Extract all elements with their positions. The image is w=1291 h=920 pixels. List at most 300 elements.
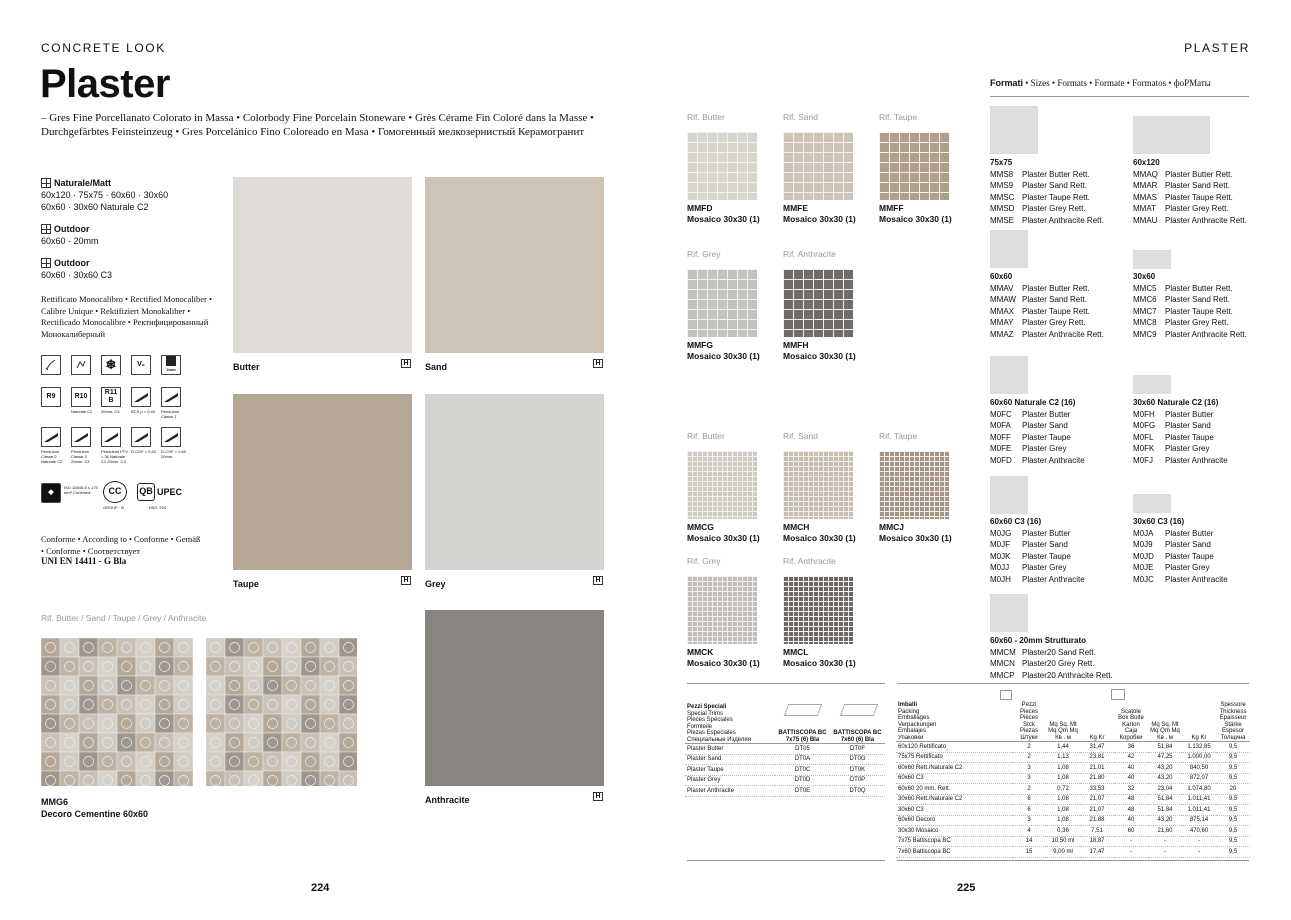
mosaic-code: MMCJ xyxy=(879,522,905,532)
format-item xyxy=(990,409,1085,420)
decor-cell xyxy=(263,752,282,771)
format-size: 60x60 Naturale C2 (16) xyxy=(990,398,1076,407)
section-header: CONCRETE LOOK xyxy=(41,41,166,55)
format-item xyxy=(990,443,1085,454)
format-item xyxy=(1133,306,1247,317)
table-cell: - xyxy=(1182,836,1216,847)
format-desc: Plaster Butter Rett. xyxy=(1022,170,1090,179)
format-desc: Plaster Anthracite xyxy=(1165,574,1228,584)
table-row xyxy=(896,752,1250,763)
formats-heading xyxy=(990,78,1211,88)
mosaic-swatch-mmfe xyxy=(783,132,853,200)
decor-code: MMG6 xyxy=(41,797,68,807)
format-code: MMCN xyxy=(990,659,1015,669)
format-sample xyxy=(990,106,1038,154)
format-item xyxy=(990,283,1104,294)
table-cell: 23,81 xyxy=(1080,752,1114,763)
technical-icons xyxy=(41,355,191,515)
format-code: MMC9 xyxy=(1133,329,1157,339)
format-item xyxy=(990,317,1104,328)
decor-tile-2 xyxy=(206,638,357,786)
mosaic-label xyxy=(879,203,952,225)
decor-cell xyxy=(117,657,136,676)
format-size: 60x60 C3 (16) xyxy=(990,517,1042,526)
chemical-resistance-icon xyxy=(71,355,91,375)
table-cell: 33,53 xyxy=(1080,784,1114,795)
spec-title xyxy=(41,177,168,189)
format-code: M0JE xyxy=(1133,563,1154,573)
format-size: 60x120 xyxy=(1133,158,1160,167)
formats-title: Formati xyxy=(990,78,1024,88)
format-code: MMAR xyxy=(1133,181,1158,191)
format-list xyxy=(990,283,1104,340)
packing-rule-top xyxy=(897,683,1249,684)
decor-cell xyxy=(339,714,357,733)
mosaic-swatch-mmck xyxy=(687,576,757,644)
table-cell: 15 xyxy=(1012,847,1046,858)
table-cell: 60x120 Rettificato xyxy=(896,742,1012,753)
special-col-header: BATTISCOPA BC 7x75 (6) Bla xyxy=(775,704,830,744)
packing-header-line: Упаковки xyxy=(898,734,924,741)
stain-resistance-icon xyxy=(41,355,61,375)
mosaic-label xyxy=(783,203,856,225)
decor-cell xyxy=(41,771,60,786)
format-code: M0FJ xyxy=(1133,455,1153,465)
decor-cell xyxy=(339,638,357,657)
format-desc: Plaster Grey Rett. xyxy=(1165,204,1229,214)
decor-cell xyxy=(282,638,301,657)
table-cell: 21,88 xyxy=(1080,815,1114,826)
format-code: MMCP xyxy=(990,670,1015,680)
decor-cell xyxy=(155,638,174,657)
decor-cell xyxy=(244,657,263,676)
decor-cell xyxy=(98,771,117,786)
format-item xyxy=(990,574,1085,585)
format-list xyxy=(990,528,1085,585)
decor-cell xyxy=(339,752,357,771)
format-item xyxy=(1133,203,1247,214)
table-cell: 18,87 xyxy=(1080,836,1114,847)
table-row xyxy=(685,744,885,755)
format-list xyxy=(990,169,1104,226)
table-cell: 0,36 xyxy=(1046,826,1080,837)
iso-icon: ◆ xyxy=(41,483,61,503)
format-item xyxy=(990,455,1085,466)
format-desc: Plaster Grey xyxy=(1165,563,1210,573)
decor-cell xyxy=(136,676,155,695)
upec-caption: PAG. 204 xyxy=(149,505,167,510)
tile-swatch-taupe xyxy=(233,394,412,570)
format-item xyxy=(990,192,1104,203)
mosaic-reference: Rif. Anthracite xyxy=(783,249,836,259)
table-row xyxy=(896,836,1250,847)
format-desc: Plaster20 Grey Rett. xyxy=(1022,659,1095,669)
decor-cell xyxy=(60,657,79,676)
mosaic-reference: Rif. Sand xyxy=(783,112,818,122)
format-code: M0J9 xyxy=(1133,540,1153,550)
format-item xyxy=(1133,551,1228,562)
mosaic-code: MMCH xyxy=(783,522,810,532)
decor-cell xyxy=(174,752,193,771)
table-row xyxy=(685,765,885,776)
format-code: M0FC xyxy=(990,410,1012,419)
format-code: MMSC xyxy=(990,192,1015,202)
table-cell: 40 xyxy=(1114,763,1148,774)
table-cell: 840,50 xyxy=(1182,763,1216,774)
table-cell: 2 xyxy=(1012,752,1046,763)
format-item xyxy=(1133,574,1228,585)
table-cell: 30x30 Mosaico xyxy=(896,826,1012,837)
format-item xyxy=(1133,562,1228,573)
decor-cell xyxy=(225,638,244,657)
thickness-label: 2mm xyxy=(166,367,176,372)
decor-pattern-2 xyxy=(206,638,357,786)
decor-cell xyxy=(60,733,79,752)
pieces-icon xyxy=(1000,690,1012,700)
format-desc: Plaster Sand Rett. xyxy=(1165,295,1230,305)
spec-title xyxy=(41,257,112,269)
format-list xyxy=(990,409,1085,466)
mosaic-reference: Rif. Grey xyxy=(687,249,721,259)
spec-line: 60x60 · 30x60 C3 xyxy=(41,270,113,280)
decor-cell xyxy=(282,714,301,733)
mosaic-code: MMCL xyxy=(783,647,809,657)
special-header-row xyxy=(685,704,885,744)
table-cell: 51,84 xyxy=(1148,794,1182,805)
format-item xyxy=(990,539,1085,550)
decor-cell xyxy=(263,676,282,695)
format-item xyxy=(990,562,1085,573)
decor-pattern-1 xyxy=(41,638,193,786)
format-code: M0FL xyxy=(1133,432,1154,442)
decor-cell xyxy=(339,733,357,752)
table-cell: 4 xyxy=(1012,826,1046,837)
format-sample xyxy=(990,230,1028,268)
decor-cell xyxy=(155,771,174,786)
table-cell: DT0D xyxy=(775,775,830,786)
mosaic-reference: Rif. Sand xyxy=(783,431,818,441)
decor-cell xyxy=(41,638,60,657)
table-cell: 1,08 xyxy=(1046,773,1080,784)
format-code: MMC7 xyxy=(1133,306,1157,316)
table-cell: 9,5 xyxy=(1216,752,1250,763)
decor-caption xyxy=(41,796,148,820)
packing-col-header: Mq Sq. Mt Mq Qm Mq Кв . м xyxy=(1148,702,1182,742)
ccc-caption: GROUP · B xyxy=(103,505,124,510)
table-cell: 9,5 xyxy=(1216,805,1250,816)
table-cell: 21,80 xyxy=(1080,773,1114,784)
decor-cell xyxy=(320,676,339,695)
mosaic-reference: Rif. Grey xyxy=(687,556,721,566)
tile-swatch-anthracite xyxy=(425,610,604,786)
decor-cell xyxy=(244,638,263,657)
format-list xyxy=(1133,528,1228,585)
decor-cell xyxy=(225,695,244,714)
format-item xyxy=(1133,420,1228,431)
format-desc: Plaster Sand xyxy=(1165,421,1211,431)
format-desc: Plaster Anthracite Rett. xyxy=(1022,329,1104,339)
special-header-line: Pièces Spéciales xyxy=(687,717,733,723)
decor-cell xyxy=(117,714,136,733)
table-cell: 7x75 Battiscopa BC xyxy=(896,836,1012,847)
decor-cell xyxy=(225,714,244,733)
format-desc: Plaster Butter xyxy=(1165,529,1214,538)
packing-header-line: Imballi xyxy=(898,702,918,708)
packing-header-row xyxy=(896,702,1250,742)
format-desc: Plaster Butter xyxy=(1022,410,1071,419)
spec-block xyxy=(41,223,99,247)
decor-cell xyxy=(263,733,282,752)
icon-caption: Pendulum Classe 1 xyxy=(161,409,180,419)
decor-cell xyxy=(225,752,244,771)
table-cell: 9,5 xyxy=(1216,826,1250,837)
format-item xyxy=(990,658,1113,669)
mosaic-label xyxy=(783,647,856,669)
decor-cell xyxy=(136,752,155,771)
decor-cell xyxy=(41,714,60,733)
table-cell: 60x60 20 mm. Rett. xyxy=(896,784,1012,795)
table-cell: 9,5 xyxy=(1216,815,1250,826)
spec-line: 60x60 · 30x60 Naturale C2 xyxy=(41,202,149,212)
table-cell: 875,14 xyxy=(1182,815,1216,826)
table-cell: DT0P xyxy=(830,775,885,786)
format-desc: Plaster Anthracite xyxy=(1165,455,1228,465)
decor-cell xyxy=(98,695,117,714)
format-desc: Plaster Grey Rett. xyxy=(1022,318,1086,328)
format-desc: Plaster Grey xyxy=(1165,444,1210,454)
mosaic-swatch-mmfh xyxy=(783,269,853,337)
decor-cell xyxy=(41,657,60,676)
product-subtitle: – Gres Fine Porcellanato Colorato in Massa • Colorbody Fine Porcelain Stoneware • Grès Cérame Fin Coloré dans la Masse • Durchgefärbtes Feinsteinzeug • Gres Porcelánico Fino Coloreado en Masa • Гомогенный мелкозернистый Керамогранит xyxy=(41,112,594,138)
table-row xyxy=(896,773,1250,784)
packing-header-label xyxy=(896,702,1012,742)
format-item xyxy=(990,180,1104,191)
decor-cell xyxy=(136,771,155,786)
decor-cell xyxy=(282,657,301,676)
mosaic-name: Mosaico 30x30 (1) xyxy=(783,351,856,361)
decor-cell xyxy=(98,714,117,733)
table-cell: Plaster Anthracite xyxy=(685,786,775,797)
mosaic-name: Mosaico 30x30 (1) xyxy=(879,214,952,224)
decor-cell xyxy=(155,714,174,733)
table-cell: 1.000,00 xyxy=(1182,752,1216,763)
format-desc: Plaster Anthracite Rett. xyxy=(1165,329,1247,339)
format-desc: Plaster Taupe Rett. xyxy=(1022,192,1090,202)
formats-rule xyxy=(990,96,1249,97)
decor-cell xyxy=(320,771,339,786)
decor-cell xyxy=(98,752,117,771)
decor-cell xyxy=(41,733,60,752)
decor-cell xyxy=(263,638,282,657)
decor-cell xyxy=(320,638,339,657)
packing-col-header: Scatole Box Boite Karton Caja Коробки xyxy=(1114,702,1148,742)
format-desc: Plaster Sand xyxy=(1022,421,1068,431)
mosaic-code: MMFF xyxy=(879,203,904,213)
mosaic-label xyxy=(687,522,760,544)
format-code: MMC6 xyxy=(1133,295,1157,305)
mosaic-name: Mosaico 30x30 (1) xyxy=(783,214,856,224)
mosaic-name: Mosaico 30x30 (1) xyxy=(687,214,760,224)
table-cell: DT0E xyxy=(775,786,830,797)
format-code: M0JC xyxy=(1133,574,1154,584)
pendulum-icon xyxy=(131,387,151,407)
table-cell: - xyxy=(1148,847,1182,858)
table-cell: 0,72 xyxy=(1046,784,1080,795)
table-cell: 36 xyxy=(1114,742,1148,753)
decor-cell xyxy=(244,695,263,714)
decor-reference: Rif. Butter / Sand / Taupe / Grey / Anthracite xyxy=(41,613,207,623)
format-desc: Plaster Butter xyxy=(1165,410,1214,419)
table-cell: 872,07 xyxy=(1182,773,1216,784)
table-row xyxy=(896,847,1250,858)
format-desc: Plaster Sand xyxy=(1165,540,1211,550)
decor-cell xyxy=(206,676,225,695)
decor-cell xyxy=(136,714,155,733)
table-row xyxy=(896,815,1250,826)
table-cell: - xyxy=(1148,836,1182,847)
format-code: M0FG xyxy=(1133,421,1156,431)
special-header-label xyxy=(685,704,775,744)
spec-block xyxy=(41,257,112,281)
box-icon xyxy=(1111,689,1125,700)
format-item xyxy=(1133,443,1228,454)
special-header-line: Special Trims xyxy=(687,710,724,717)
table-cell: 3 xyxy=(1012,773,1046,784)
format-sample xyxy=(990,594,1028,632)
table-cell: - xyxy=(1182,847,1216,858)
decor-cell xyxy=(320,714,339,733)
mosaic-code: MMFD xyxy=(687,203,713,213)
decor-cell xyxy=(98,733,117,752)
decor-cell xyxy=(60,771,79,786)
table-row xyxy=(896,784,1250,795)
format-desc: Plaster Butter Rett. xyxy=(1022,284,1090,293)
mosaic-swatch-mmfg xyxy=(687,269,757,337)
decor-cell xyxy=(79,695,98,714)
table-cell: 47,25 xyxy=(1148,752,1182,763)
mosaic-code: MMFH xyxy=(783,340,809,350)
ccc-logo-icon: CC xyxy=(103,481,127,503)
format-desc: Plaster Taupe Rett. xyxy=(1165,306,1233,316)
format-list xyxy=(1133,409,1228,466)
table-cell: 2 xyxy=(1012,742,1046,753)
decor-cell xyxy=(225,771,244,786)
decor-cell xyxy=(244,733,263,752)
format-list xyxy=(1133,169,1247,226)
h-badge: H xyxy=(593,359,603,368)
format-code: M0FH xyxy=(1133,410,1155,419)
table-cell: 470,60 xyxy=(1182,826,1216,837)
format-item xyxy=(1133,294,1247,305)
decor-cell xyxy=(41,695,60,714)
format-desc: Plaster Sand Rett. xyxy=(1022,181,1087,191)
format-code: MMSD xyxy=(990,204,1015,214)
slip-test-icon xyxy=(41,427,61,447)
table-cell: 21,07 xyxy=(1080,794,1114,805)
format-item xyxy=(1133,317,1247,328)
format-item xyxy=(1133,283,1247,294)
table-row xyxy=(896,742,1250,753)
format-desc: Plaster Grey xyxy=(1022,563,1067,573)
decor-cell xyxy=(174,714,193,733)
mosaic-reference: Rif. Anthracite xyxy=(783,556,836,566)
section-header-right: PLASTER xyxy=(1184,41,1250,55)
decor-cell xyxy=(225,657,244,676)
slip-test-icon xyxy=(71,427,91,447)
table-cell: 10,50 ml xyxy=(1046,836,1080,847)
decor-cell xyxy=(339,676,357,695)
format-desc: Plaster Grey Rett. xyxy=(1022,204,1086,214)
mosaic-name: Mosaico 30x30 (1) xyxy=(687,351,760,361)
decor-cell xyxy=(117,695,136,714)
decor-cell xyxy=(206,733,225,752)
format-code: M0JD xyxy=(1133,551,1154,561)
decor-cell xyxy=(98,676,117,695)
decor-cell xyxy=(244,771,263,786)
table-cell: 23,04 xyxy=(1148,784,1182,795)
decor-cell xyxy=(263,657,282,676)
mosaic-swatch-mmff xyxy=(879,132,949,200)
table-cell: 42 xyxy=(1114,752,1148,763)
format-code: MMAU xyxy=(1133,215,1158,225)
tile-name: Butter xyxy=(233,362,260,372)
decor-cell xyxy=(339,695,357,714)
format-desc: Plaster Sand Rett. xyxy=(1165,181,1230,191)
h-badge: H xyxy=(401,359,411,368)
table-cell: 31,47 xyxy=(1080,742,1114,753)
format-sample xyxy=(990,356,1028,394)
finish-icon xyxy=(41,178,51,188)
h-badge: H xyxy=(593,576,603,585)
table-cell: 32 xyxy=(1114,784,1148,795)
packing-header-line: Emballages xyxy=(898,715,930,721)
table-cell: 1,08 xyxy=(1046,805,1080,816)
decor-cell xyxy=(136,657,155,676)
decor-cell xyxy=(206,771,225,786)
format-sample xyxy=(1133,494,1171,513)
format-item xyxy=(1133,432,1228,443)
formats-subtitle: • Sizes • Formats • Formate • Formatos • фоРМаты xyxy=(1023,78,1211,88)
decor-cell xyxy=(282,771,301,786)
icon-caption: BCS µ > 0,40 xyxy=(131,409,155,414)
special-header-line: Специальные Изделия xyxy=(687,736,751,743)
iso-caption: ISO 10545-6 ≤ 175 mm³ Conforme xyxy=(64,485,98,495)
decor-cell xyxy=(79,733,98,752)
decor-cell xyxy=(79,657,98,676)
format-code: M0JH xyxy=(990,574,1011,584)
format-item xyxy=(1133,180,1247,191)
table-row xyxy=(896,794,1250,805)
table-cell: 43,20 xyxy=(1148,763,1182,774)
table-cell: 3 xyxy=(1012,763,1046,774)
conformity-note: Conforme • According to • Conforme • Gemäß • Conforme • Соответствует xyxy=(41,534,201,556)
format-code: MMAS xyxy=(1133,192,1157,202)
format-desc: Plaster Anthracite xyxy=(1022,574,1085,584)
table-cell: 75x75 Rettificato xyxy=(896,752,1012,763)
spec-line: 60x60 - 20mm xyxy=(41,236,99,246)
special-col-header: BATTISCOPA BC 7x60 (6) Bla xyxy=(830,704,885,744)
format-item xyxy=(990,329,1104,340)
page-number-left: 224 xyxy=(311,882,330,894)
format-size: 30x60 Naturale C2 (16) xyxy=(1133,398,1219,407)
decor-cell xyxy=(79,771,98,786)
decor-cell xyxy=(282,752,301,771)
table-cell: 9,5 xyxy=(1216,836,1250,847)
decor-cell xyxy=(174,733,193,752)
format-size: 60x60 xyxy=(990,272,1013,281)
decor-cell xyxy=(301,733,320,752)
packing-col-header: Mq Sq. Mt Mq Qm Mq Кв . м xyxy=(1046,702,1080,742)
